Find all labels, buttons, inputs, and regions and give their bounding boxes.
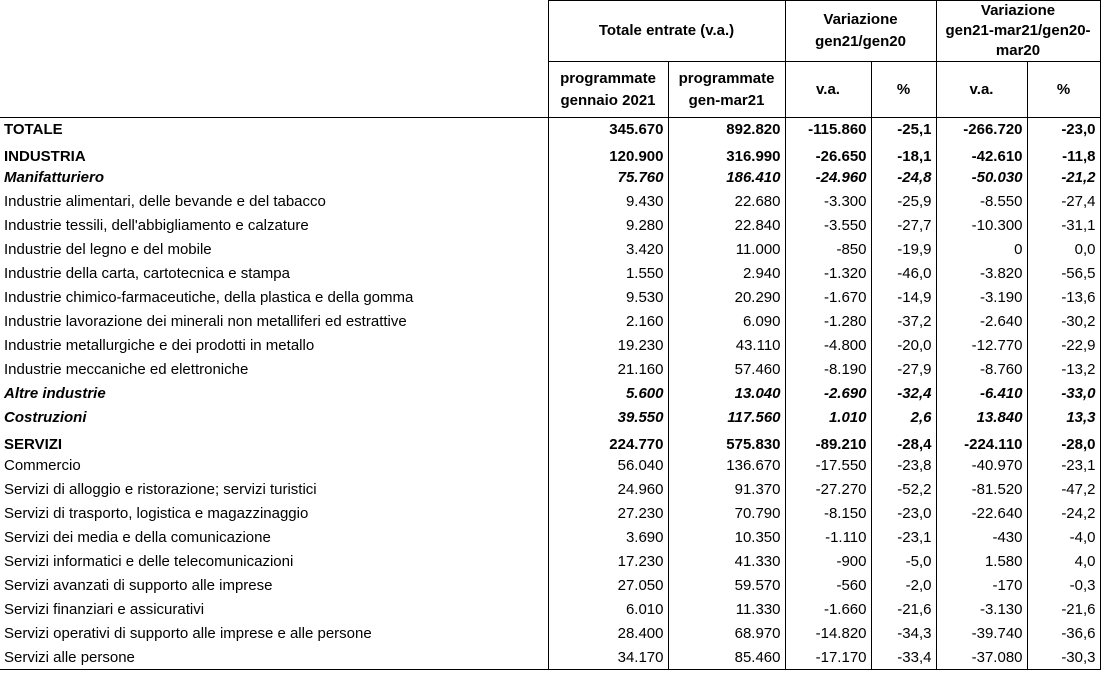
cell-programmate-genmar: 316.990: [668, 142, 785, 166]
cell-programmate-gennaio: 9.280: [548, 214, 668, 238]
cell-var-va-trimestrale: -10.300: [936, 214, 1027, 238]
cell-programmate-gennaio: 3.420: [548, 238, 668, 262]
table-row: [0, 574, 1100, 598]
table-row: [0, 430, 1100, 454]
table-row: [0, 142, 1100, 166]
cell-var-pct-trimestrale: -33,0: [1027, 382, 1100, 406]
cell-var-pct-trimestrale: -30,2: [1027, 310, 1100, 334]
cell-var-va-mensile: -17.170: [785, 646, 871, 670]
table-row: [0, 238, 1100, 262]
header-prog2-line2: gen-mar21: [688, 91, 765, 109]
cell-var-va-mensile: -560: [785, 574, 871, 598]
cell-programmate-genmar: 57.460: [668, 358, 785, 382]
cell-programmate-genmar: 186.410: [668, 166, 785, 190]
row-label: Industrie metallurgiche e dei prodotti in metallo: [0, 334, 548, 358]
cell-programmate-gennaio: 6.010: [548, 598, 668, 622]
cell-var-va-mensile: 1.010: [785, 406, 871, 430]
cell-var-va-trimestrale: 1.580: [936, 550, 1027, 574]
table-row: [0, 310, 1100, 334]
row-label: Servizi finanziari e assicurativi: [0, 598, 548, 622]
cell-var-pct-mensile: -14,9: [871, 286, 936, 310]
cell-var-pct-trimestrale: -13,2: [1027, 358, 1100, 382]
cell-var-va-trimestrale: -2.640: [936, 310, 1027, 334]
cell-var-va-mensile: -1.320: [785, 262, 871, 286]
cell-var-va-mensile: -2.690: [785, 382, 871, 406]
cell-var-va-trimestrale: -37.080: [936, 646, 1027, 670]
cell-var-pct-mensile: -24,8: [871, 166, 936, 190]
table-row: [0, 214, 1100, 238]
row-label: TOTALE: [0, 118, 548, 142]
cell-programmate-genmar: 10.350: [668, 526, 785, 550]
cell-var-va-trimestrale: -6.410: [936, 382, 1027, 406]
cell-var-va-trimestrale: -22.640: [936, 502, 1027, 526]
table-row: [0, 286, 1100, 310]
cell-var-pct-trimestrale: -31,1: [1027, 214, 1100, 238]
row-label: SERVIZI: [0, 430, 548, 454]
row-label: Industrie tessili, dell'abbigliamento e calzature: [0, 214, 548, 238]
cell-programmate-gennaio: 28.400: [548, 622, 668, 646]
cell-var-pct-trimestrale: 13,3: [1027, 406, 1100, 430]
row-label: INDUSTRIA: [0, 142, 548, 166]
cell-var-va-trimestrale: -266.720: [936, 118, 1027, 142]
table-row: [0, 118, 1100, 142]
row-label: Servizi di alloggio e ristorazione; servizi turistici: [0, 478, 548, 502]
cell-var-va-trimestrale: -8.760: [936, 358, 1027, 382]
table-body: [0, 118, 1100, 670]
cell-programmate-genmar: 22.840: [668, 214, 785, 238]
cell-var-va-trimestrale: 0: [936, 238, 1027, 262]
cell-programmate-gennaio: 39.550: [548, 406, 668, 430]
cell-programmate-genmar: 11.000: [668, 238, 785, 262]
cell-programmate-genmar: 13.040: [668, 382, 785, 406]
cell-programmate-gennaio: 5.600: [548, 382, 668, 406]
cell-var-va-trimestrale: -42.610: [936, 142, 1027, 166]
cell-var-pct-mensile: -33,4: [871, 646, 936, 670]
table-row: [0, 550, 1100, 574]
cell-var-va-trimestrale: -39.740: [936, 622, 1027, 646]
header-variazione-mensile-line1: Variazione: [823, 11, 898, 28]
cell-var-pct-trimestrale: -11,8: [1027, 142, 1100, 166]
cell-programmate-genmar: 575.830: [668, 430, 785, 454]
cell-programmate-genmar: 59.570: [668, 574, 785, 598]
header-pct-trimestrale: %: [1027, 62, 1100, 118]
cell-var-va-trimestrale: -170: [936, 574, 1027, 598]
cell-programmate-genmar: 892.820: [668, 118, 785, 142]
cell-var-va-trimestrale: -3.820: [936, 262, 1027, 286]
table-row: [0, 478, 1100, 502]
cell-programmate-genmar: 2.940: [668, 262, 785, 286]
row-label: Altre industrie: [0, 382, 548, 406]
cell-programmate-genmar: 136.670: [668, 454, 785, 478]
cell-var-va-mensile: -900: [785, 550, 871, 574]
cell-programmate-gennaio: 17.230: [548, 550, 668, 574]
cell-programmate-genmar: 6.090: [668, 310, 785, 334]
cell-programmate-gennaio: 75.760: [548, 166, 668, 190]
cell-var-va-trimestrale: -224.110: [936, 430, 1027, 454]
cell-programmate-genmar: 22.680: [668, 190, 785, 214]
cell-var-pct-trimestrale: -13,6: [1027, 286, 1100, 310]
row-label: Servizi dei media e della comunicazione: [0, 526, 548, 550]
cell-var-va-mensile: -27.270: [785, 478, 871, 502]
cell-var-va-mensile: -1.280: [785, 310, 871, 334]
header-row-2: [0, 62, 1100, 118]
cell-programmate-gennaio: 24.960: [548, 478, 668, 502]
cell-var-pct-mensile: -37,2: [871, 310, 936, 334]
cell-var-pct-trimestrale: -23,1: [1027, 454, 1100, 478]
cell-programmate-gennaio: 345.670: [548, 118, 668, 142]
table-row: [0, 454, 1100, 478]
header-totale-entrate: Totale entrate (v.a.): [548, 1, 785, 62]
row-label: Industrie meccaniche ed elettroniche: [0, 358, 548, 382]
cell-programmate-genmar: 70.790: [668, 502, 785, 526]
header-variazione-trimestrale-line3: mar20: [995, 42, 1041, 59]
cell-var-pct-mensile: -46,0: [871, 262, 936, 286]
cell-programmate-gennaio: 34.170: [548, 646, 668, 670]
table-row: [0, 406, 1100, 430]
cell-var-va-trimestrale: -3.190: [936, 286, 1027, 310]
cell-var-pct-mensile: -34,3: [871, 622, 936, 646]
cell-programmate-gennaio: 224.770: [548, 430, 668, 454]
cell-var-pct-trimestrale: -4,0: [1027, 526, 1100, 550]
cell-var-va-mensile: -8.150: [785, 502, 871, 526]
cell-programmate-genmar: 68.970: [668, 622, 785, 646]
table-row: [0, 166, 1100, 190]
cell-var-pct-mensile: -25,9: [871, 190, 936, 214]
cell-var-pct-trimestrale: -47,2: [1027, 478, 1100, 502]
cell-var-va-mensile: -8.190: [785, 358, 871, 382]
cell-var-pct-mensile: -32,4: [871, 382, 936, 406]
cell-programmate-gennaio: 120.900: [548, 142, 668, 166]
cell-var-pct-mensile: -27,9: [871, 358, 936, 382]
cell-var-va-trimestrale: -8.550: [936, 190, 1027, 214]
cell-programmate-gennaio: 27.230: [548, 502, 668, 526]
cell-var-va-trimestrale: -81.520: [936, 478, 1027, 502]
cell-programmate-gennaio: 56.040: [548, 454, 668, 478]
table-row: [0, 190, 1100, 214]
table-row: [0, 598, 1100, 622]
header-programmate-gennaio: [548, 62, 668, 118]
header-variazione-mensile: [785, 1, 936, 62]
row-label: Industrie chimico-farmaceutiche, della plastica e della gomma: [0, 286, 548, 310]
cell-var-pct-mensile: -2,0: [871, 574, 936, 598]
header-row-1: [0, 1, 1100, 62]
cell-var-va-trimestrale: -40.970: [936, 454, 1027, 478]
cell-var-va-trimestrale: -12.770: [936, 334, 1027, 358]
cell-programmate-gennaio: 21.160: [548, 358, 668, 382]
table-row: [0, 622, 1100, 646]
header-variazione-trimestrale: [936, 1, 1100, 62]
cell-var-pct-mensile: -23,0: [871, 502, 936, 526]
cell-var-va-trimestrale: -3.130: [936, 598, 1027, 622]
cell-var-pct-trimestrale: -30,3: [1027, 646, 1100, 670]
cell-programmate-gennaio: 1.550: [548, 262, 668, 286]
cell-var-pct-mensile: -25,1: [871, 118, 936, 142]
cell-var-va-trimestrale: -430: [936, 526, 1027, 550]
cell-var-va-mensile: -17.550: [785, 454, 871, 478]
table-row: [0, 334, 1100, 358]
cell-programmate-genmar: 91.370: [668, 478, 785, 502]
cell-var-va-mensile: -3.300: [785, 190, 871, 214]
header-prog1-line1: programmate: [560, 69, 656, 87]
row-label: Industrie lavorazione dei minerali non metalliferi ed estrattive: [0, 310, 548, 334]
table-row: [0, 382, 1100, 406]
cell-var-va-mensile: -1.670: [785, 286, 871, 310]
cell-var-pct-trimestrale: -24,2: [1027, 502, 1100, 526]
row-label: Servizi alle persone: [0, 646, 548, 670]
cell-var-pct-mensile: -20,0: [871, 334, 936, 358]
row-label: Servizi informatici e delle telecomunicazioni: [0, 550, 548, 574]
cell-var-va-mensile: -89.210: [785, 430, 871, 454]
cell-var-pct-mensile: -28,4: [871, 430, 936, 454]
cell-var-pct-trimestrale: 4,0: [1027, 550, 1100, 574]
header-variazione-mensile-line2: gen21/gen20: [815, 33, 906, 50]
cell-var-pct-trimestrale: -36,6: [1027, 622, 1100, 646]
header-prog2-line1: programmate: [678, 69, 775, 87]
cell-programmate-gennaio: 9.430: [548, 190, 668, 214]
cell-programmate-gennaio: 27.050: [548, 574, 668, 598]
cell-var-pct-trimestrale: -22,9: [1027, 334, 1100, 358]
row-label: Commercio: [0, 454, 548, 478]
header-pct-mensile: %: [871, 62, 936, 118]
cell-var-va-mensile: -26.650: [785, 142, 871, 166]
cell-var-pct-mensile: -18,1: [871, 142, 936, 166]
cell-programmate-genmar: 43.110: [668, 334, 785, 358]
cell-programmate-gennaio: 3.690: [548, 526, 668, 550]
cell-var-pct-mensile: -19,9: [871, 238, 936, 262]
cell-var-va-mensile: -4.800: [785, 334, 871, 358]
table-row: [0, 358, 1100, 382]
header-va-trimestrale: v.a.: [936, 62, 1027, 118]
header-variazione-trimestrale-line2: gen21-mar21/gen20-: [945, 22, 1091, 39]
cell-var-va-trimestrale: 13.840: [936, 406, 1027, 430]
cell-var-va-mensile: -14.820: [785, 622, 871, 646]
row-label: Industrie del legno e del mobile: [0, 238, 548, 262]
header-prog1-line2: gennaio 2021: [560, 91, 656, 109]
cell-var-pct-trimestrale: -56,5: [1027, 262, 1100, 286]
table-row: [0, 646, 1100, 670]
cell-var-pct-mensile: -23,8: [871, 454, 936, 478]
cell-var-pct-trimestrale: 0,0: [1027, 238, 1100, 262]
table-row: [0, 262, 1100, 286]
cell-var-pct-trimestrale: -23,0: [1027, 118, 1100, 142]
cell-var-pct-mensile: 2,6: [871, 406, 936, 430]
cell-var-pct-trimestrale: -21,2: [1027, 166, 1100, 190]
cell-programmate-genmar: 85.460: [668, 646, 785, 670]
row-label: Servizi di trasporto, logistica e magazzinaggio: [0, 502, 548, 526]
cell-programmate-genmar: 11.330: [668, 598, 785, 622]
cell-var-pct-trimestrale: -27,4: [1027, 190, 1100, 214]
cell-var-pct-mensile: -5,0: [871, 550, 936, 574]
cell-programmate-genmar: 20.290: [668, 286, 785, 310]
cell-var-pct-mensile: -21,6: [871, 598, 936, 622]
header-variazione-trimestrale-line1: Variazione: [980, 2, 1056, 19]
header-blank-2: [0, 62, 548, 118]
row-label: Industrie alimentari, delle bevande e del tabacco: [0, 190, 548, 214]
cell-var-pct-mensile: -23,1: [871, 526, 936, 550]
cell-programmate-gennaio: 19.230: [548, 334, 668, 358]
cell-var-va-mensile: -115.860: [785, 118, 871, 142]
cell-programmate-gennaio: 9.530: [548, 286, 668, 310]
cell-programmate-genmar: 117.560: [668, 406, 785, 430]
cell-var-pct-trimestrale: -0,3: [1027, 574, 1100, 598]
header-blank: [0, 1, 548, 62]
row-label: Industrie della carta, cartotecnica e stampa: [0, 262, 548, 286]
table-row: [0, 502, 1100, 526]
cell-var-va-mensile: -3.550: [785, 214, 871, 238]
cell-programmate-genmar: 41.330: [668, 550, 785, 574]
table-row: [0, 526, 1100, 550]
cell-var-va-mensile: -24.960: [785, 166, 871, 190]
row-label: Costruzioni: [0, 406, 548, 430]
header-programmate-genmar: [668, 62, 785, 118]
cell-var-pct-mensile: -52,2: [871, 478, 936, 502]
cell-var-va-mensile: -1.110: [785, 526, 871, 550]
cell-var-pct-trimestrale: -28,0: [1027, 430, 1100, 454]
row-label: Servizi operativi di supporto alle imprese e alle persone: [0, 622, 548, 646]
header-va-mensile: v.a.: [785, 62, 871, 118]
cell-var-va-trimestrale: -50.030: [936, 166, 1027, 190]
row-label: Manifatturiero: [0, 166, 548, 190]
row-label: Servizi avanzati di supporto alle imprese: [0, 574, 548, 598]
cell-var-pct-trimestrale: -21,6: [1027, 598, 1100, 622]
cell-var-pct-mensile: -27,7: [871, 214, 936, 238]
cell-programmate-gennaio: 2.160: [548, 310, 668, 334]
cell-var-va-mensile: -1.660: [785, 598, 871, 622]
cell-var-va-mensile: -850: [785, 238, 871, 262]
